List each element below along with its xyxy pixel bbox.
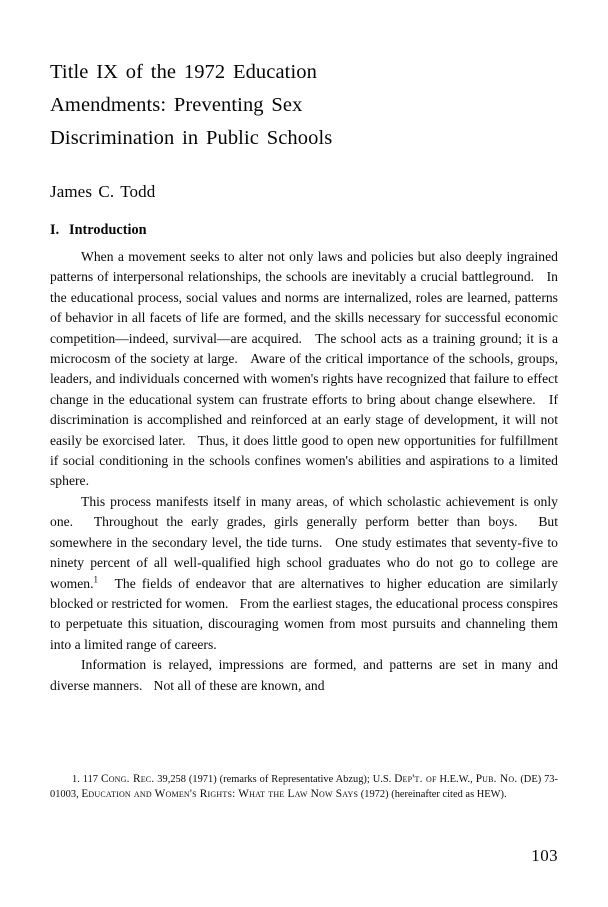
article-title-line-2: Amendments: Preventing Sex [50, 94, 303, 116]
sentence-gap [228, 596, 239, 611]
sentence-gap [322, 535, 335, 550]
footnote-reference-1[interactable]: 1 [93, 573, 99, 584]
sentence-gap [142, 678, 153, 693]
sentence-gap [98, 576, 115, 591]
paragraph-2-sentence-2: Throughout the early grades, girls generally perform better than boys. [93, 514, 518, 530]
paragraph-2-sentence-4: One study estimates that seventy-five to ninety percent of all well-qualified high school graduates who do not go to college are women. [50, 534, 558, 591]
paragraph-3-sentence-2: Not all of these are known, and [153, 677, 325, 693]
footnote-text-part-5: (1972) (hereinafter cited as HEW). [358, 789, 507, 801]
paragraph-1-sentence-3: The school acts as a training ground; it is a microcosm of the society at large. [50, 330, 559, 367]
paragraph-1-sentence-6: Thus, it does little good to open new opportunities for fulfillment if social conditioning in the schools confines women's abilities and aspirations to a limited sphere. [50, 432, 558, 489]
footnote-text-part-1: 117 [82, 774, 101, 785]
sentence-gap [536, 392, 549, 407]
paragraph-1-sentence-4: Aware of the critical importance of the schools, groups, leaders, and individuals concerned with women's rights have recognized that failure to effect change in the educational system can frustrate efforts to bring about change elsewhere. [50, 351, 558, 407]
footnote-number: 1. [72, 774, 80, 785]
footnote-1 [50, 772, 558, 802]
paragraph-1 [50, 247, 558, 492]
footnote-citation-title: Education and Women's Rights: What the Law Now Says [81, 788, 359, 801]
author-byline: James C. Todd [50, 182, 156, 201]
sentence-gap [518, 514, 539, 529]
paragraph-2-sentence-5: The fields of endeavor that are alternatives to higher education are similarly blocked or restricted for women. [50, 575, 558, 611]
footnote-text-part-4: (DE) 73-01003, [50, 774, 559, 801]
article-title [50, 56, 558, 155]
paragraph-3-sentence-1: Information is relayed, impressions are formed, and patterns are set in many and diverse manners. [50, 657, 558, 693]
paragraph-2-sentence-6: From the earliest stages, the educational process conspires to perpetuate this situation, discouraging women from most pursuits and channeling them into a limited range of careers. [50, 595, 558, 652]
footnote-citation-cong-rec: Cong. Rec. [100, 773, 155, 785]
sentence-gap [534, 269, 547, 284]
page-number: 103 [531, 846, 558, 865]
article-title-line-1: Title IX of the 1972 Education [50, 61, 317, 83]
footnote-citation-pub-no: Pub. No. [475, 773, 518, 785]
paragraph-3 [50, 655, 558, 696]
section-number: I. [50, 222, 60, 238]
section-heading-label: Introduction [69, 222, 147, 238]
paragraph-2-sentence-3: But somewhere in the secondary level, the tide turns. [50, 514, 559, 550]
footnote-area [50, 772, 558, 802]
section-heading [50, 221, 558, 239]
article-title-line-3: Discrimination in Public Schools [50, 127, 333, 149]
sentence-gap [73, 514, 94, 529]
sentence-gap [238, 351, 250, 366]
body-text [50, 247, 558, 696]
paragraph-2-sentence-1: This process manifests itself in many areas, of which scholastic achievement is only one. [50, 493, 558, 530]
footnote-citation-dept-of: Dep't. of [394, 773, 437, 785]
paragraph-1-sentence-5: If discrimination is accomplished and reinforced at an early stage of development, it will not easily be exorcised later. [50, 391, 558, 448]
paragraph-1-sentence-2: In the educational process, social values and norms are internalized, roles are learned, patterns of behavior in all facets of life are formed, and the skills necessary for successful economic competition—indeed, survival—are acquired. [50, 269, 558, 346]
sentence-gap [186, 433, 198, 448]
paragraph-2 [50, 492, 558, 655]
footnote-text-part-2: 39,258 (1971) (remarks of Representative Abzug); U.S. [154, 774, 395, 785]
footnote-text-part-3: H.E.W., [436, 774, 476, 785]
paragraph-1-sentence-1: When a movement seeks to alter not only laws and policies but also deeply ingrained patterns of interpersonal relationships, the schools are inevitably a crucial battleground. [50, 249, 558, 285]
page-content [50, 56, 558, 696]
sentence-gap [302, 331, 315, 346]
